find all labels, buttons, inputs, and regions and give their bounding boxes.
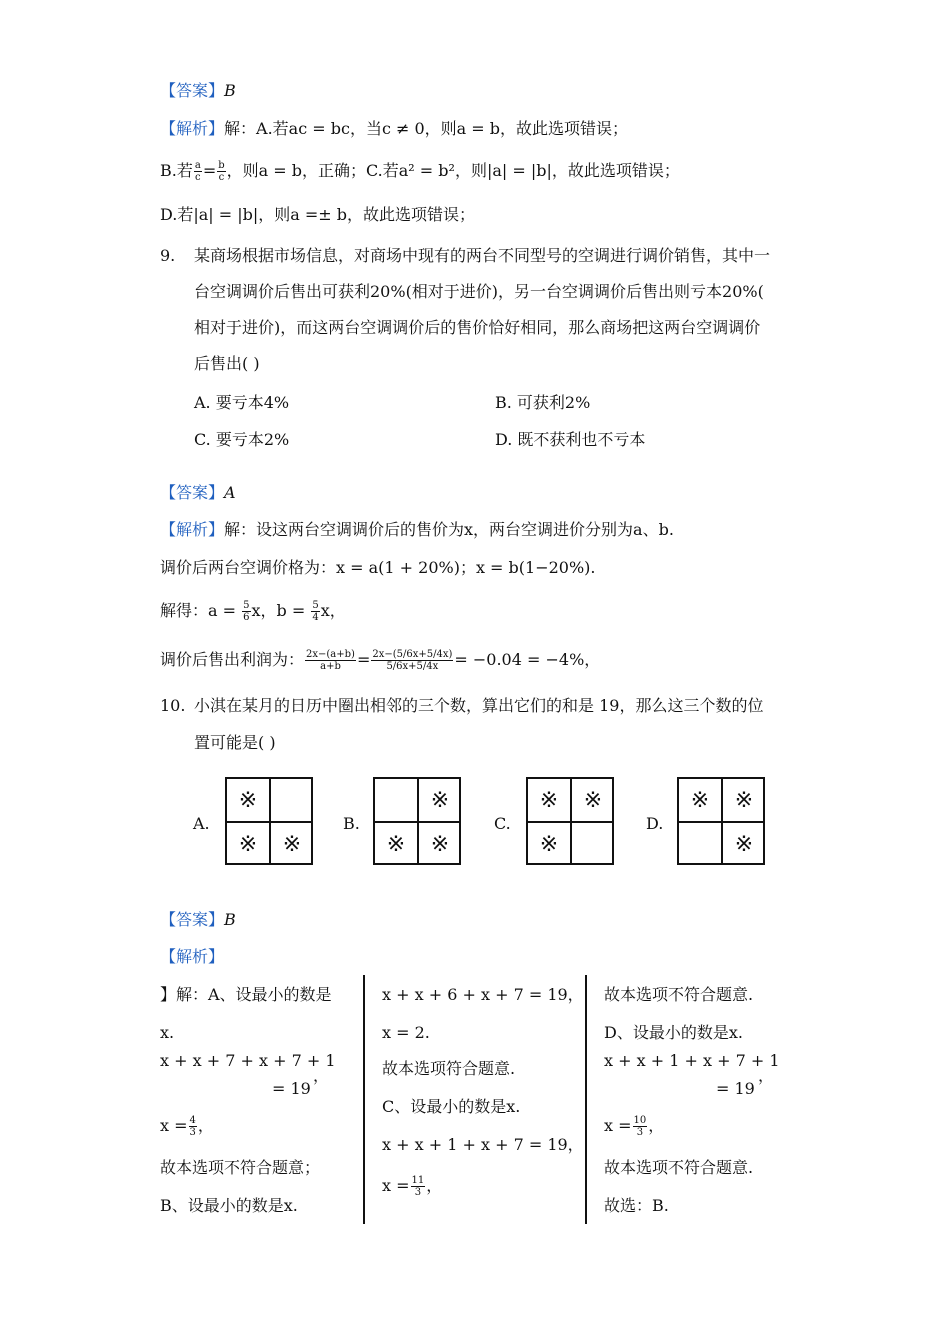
analysis-text: = 19 [716,1079,755,1098]
analysis-text: D、设最小的数是x. [604,1023,743,1042]
answer-value: B [224,81,236,100]
analysis-line-4 [160,648,600,672]
fraction [242,600,250,623]
reference-mark: ※ [734,787,754,813]
fraction [194,160,202,183]
reference-mark: ※ [539,831,559,857]
reference-mark: ※ [430,831,450,857]
calendar-grid-c [526,777,614,865]
calendar-grid-b [373,777,461,865]
analysis-text: ， [313,1066,330,1085]
reference-mark: ※ [583,787,603,813]
reference-mark: ※ [238,787,258,813]
analysis-text: 故本选项不符合题意. [604,985,754,1004]
analysis-text: B、设最小的数是x. [160,1196,298,1215]
analysis-text: x = [604,1116,632,1135]
analysis-text: x + x + 1 + x + 7 + 1 [604,1051,780,1070]
analysis-tag: 【解析】 [160,119,225,138]
analysis-line [382,1174,442,1198]
fraction [189,1115,197,1138]
fraction [305,649,356,672]
fraction [311,600,319,623]
answer-line [160,481,236,505]
analysis-text: x， [320,601,346,620]
reference-mark: ※ [386,831,406,857]
question-text: 相对于进价)，而这两台空调调价后的售价恰好相同，那么商场把这两台空调调价 [194,318,761,337]
grid-option-label-c: C. [494,814,511,833]
analysis-text: 故本选项不符合题意. [604,1158,754,1177]
reference-mark: ※ [282,831,302,857]
analysis-text: x + x + 6 + x + 7 = 19， [382,985,584,1004]
analysis-text: x + x + 1 + x + 7 = 19， [382,1135,584,1154]
analysis-line [604,1114,664,1138]
analysis-text: B.若 [160,161,193,180]
numerator: 5 [312,600,319,611]
option-b: B. 可获利2% [495,393,591,412]
option-c: C. 要亏本2% [194,430,290,449]
analysis-text: D.若|a| = |b|，则a =± b，故此选项错误； [160,205,476,224]
calendar-grid-a [225,777,313,865]
grid-option-label-a: A. [193,814,210,833]
grid-option-label-d: D. [646,814,664,833]
analysis-tag: 【解析】 [160,947,225,966]
analysis-text: x = 2. [382,1023,430,1042]
reference-mark: ※ [430,787,450,813]
analysis-text: x = [160,1116,188,1135]
denominator: 3 [636,1127,644,1138]
analysis-text: 调价后两台空调价格为：x = a(1 + 20%)；x = b(1−20%). [160,558,596,577]
question-number: 9. [160,246,176,265]
analysis-text: 故本选项符合题意. [382,1059,516,1078]
analysis-text: x + x + 7 + x + 7 + 1 [160,1051,336,1070]
reference-mark: ※ [238,831,258,857]
question-text: 后售出( ) [194,354,260,373]
question-text: 置可能是( ) [194,733,276,752]
analysis-text: = 19 [272,1079,311,1098]
denominator: 6 [243,612,250,623]
answer-tag: 【答案】 [160,483,225,502]
analysis-text: x，b = [251,601,306,620]
reference-mark: ※ [734,831,754,857]
calendar-grid-d [677,777,765,865]
question-text: 小淇在某月的日历中圈出相邻的三个数，算出它们的和是 19，那么这三个数的位 [194,696,764,715]
analysis-line-2: B.若 $\frac{a}{c}$ = $\frac{b}{c}$ ，则a = b，正确；C.若a² = b²，则|a| = |b|，故此选项错误； [160,160,680,183]
answer-line [160,908,236,932]
analysis-text: 解：设这两台空调调价后的售价为x，两台空调进价分别为a、b. [224,520,674,539]
numerator: 11 [411,1175,425,1186]
numerator: 5 [243,600,250,611]
fraction [411,1175,426,1198]
analysis-text: = −0.04 = −4%， [454,650,601,669]
question-number: 10. [160,696,186,715]
analysis-text: ， [426,1176,443,1195]
denominator: c [195,172,201,183]
option-a: A. 要亏本4% [194,393,290,412]
analysis-text: ， [648,1116,665,1135]
analysis-text: 】解：A、设最小的数是 [160,985,332,1004]
grid-option-label-b: B. [343,814,360,833]
option-d: D. 既不获利也不亏本 [495,430,646,449]
answer-tag: 【答案】 [160,81,225,100]
denominator: 3 [414,1187,422,1198]
analysis-text: C、设最小的数是x. [382,1097,521,1116]
analysis-text: 故本选项不符合题意； [160,1158,321,1177]
fraction [633,1115,648,1138]
analysis-text: ，则a = b，正确；C.若a² = b²，则|a| = |b|，故此选项错误； [226,161,680,180]
analysis-tag: 【解析】 [160,520,225,539]
column-divider [363,975,365,1224]
question-text: 某商场根据市场信息，对商场中现有的两台不同型号的空调进行调价销售，其中一 [194,246,771,265]
analysis-line [160,1114,214,1138]
answer-tag: 【答案】 [160,910,225,929]
fraction [371,649,453,672]
analysis-text: 故选：B. [604,1196,669,1215]
analysis-text: x = [382,1176,410,1195]
denominator: 3 [189,1127,196,1138]
column-divider [585,975,587,1224]
answer-line [160,79,236,103]
analysis-text: ， [197,1116,214,1135]
equals-sign: = [356,650,371,669]
question-text: 台空调调价后售出可获利20%(相对于进价)，另一台空调调价后售出则亏本20%( [194,282,764,301]
numerator: 10 [633,1115,647,1126]
analysis-line [160,117,628,141]
numerator: 2x−(a+b) [306,649,355,660]
analysis-text: ， [758,1066,775,1085]
numerator: b [218,160,225,171]
analysis-text: 调价后售出利润为： [160,650,305,669]
analysis-text: 解得：a = [160,601,237,620]
analysis-text: 解：A.若ac = bc，当c ≠ 0，则a = b，故此选项错误； [224,119,629,138]
answer-value: B [224,910,236,929]
denominator: a+b [320,661,341,672]
numerator: a [194,160,201,171]
numerator: 2x−(5/6x+5/4x) [372,649,453,660]
numerator: 4 [189,1115,196,1126]
analysis-line [160,518,674,542]
fraction [217,160,225,183]
analysis-line-3 [160,203,475,227]
answer-value: A [224,483,236,502]
analysis-text: x. [160,1023,175,1042]
denominator: 4 [312,612,319,623]
reference-mark: ※ [690,787,710,813]
analysis-line-3 [160,599,346,623]
denominator: c [218,172,225,183]
denominator: 5/6x+5/4x [386,661,439,672]
reference-mark: ※ [539,787,559,813]
